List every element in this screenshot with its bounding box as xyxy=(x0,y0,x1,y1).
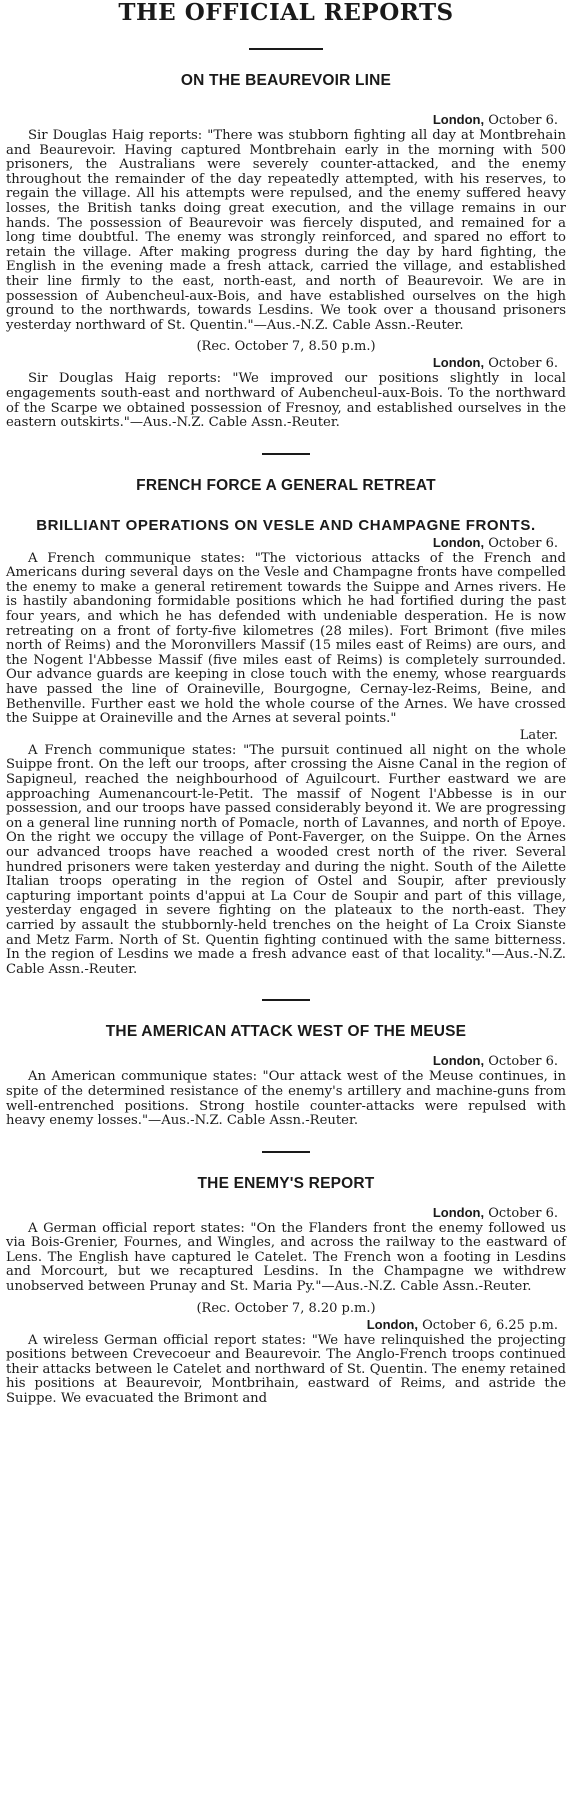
section-divider xyxy=(262,453,310,455)
section-heading: FRENCH FORCE A GENERAL RETREAT xyxy=(136,476,436,494)
report-paragraph: Sir Douglas Haig reports: "We improved our positions slightly in local engagements south-east and northward of Aubencheul-aux-Bois. To the northward of the Scarpe we obtained possession of Fresnoy, and established ourselves in the eastern outskirts."—Aus.-N.Z. Cable Assn.-Reuter. xyxy=(6,371,566,431)
section-subheading: BRILLIANT OPERATIONS ON VESLE AND CHAMPAGNE FRONTS. xyxy=(36,516,536,534)
dateline: London, October 6. xyxy=(432,1204,558,1221)
title-divider xyxy=(249,48,323,50)
section-heading: ON THE BEAUREVOIR LINE xyxy=(180,72,392,89)
section-french-retreat xyxy=(6,477,566,978)
section-divider xyxy=(262,999,310,1001)
section-beaurevoir-line xyxy=(6,72,566,431)
section-heading: THE AMERICAN ATTACK WEST OF THE MEUSE xyxy=(105,1023,467,1041)
received-note: (Rec. October 7, 8.50 p.m.) xyxy=(196,339,376,355)
received-note: (Rec. October 7, 8.20 p.m.) xyxy=(196,1300,376,1316)
section-enemy-report xyxy=(6,1175,566,1407)
dateline: London, October 6. xyxy=(432,355,558,372)
report-paragraph: An American communique states: "Our attack west of the Meuse continues, in spite of the determined resistance of the enemy's artillery and machine-guns from well-entrenched positions. Strong hostile counter-attacks were repulsed with heavy enemy losses."—Aus.-N.Z. Cable Assn.-Reuter. xyxy=(6,1069,566,1129)
report-paragraph: A German official report states: "On the Flanders front the enemy followed us via Bois-Grenier, Fournes, and Wingles, and across the railway to the eastward of Lens. The English have captured le Catelet. The French won a footing in Lesdins and Morcourt, but we recaptured Lesdins. In the Champagne we withdrew unobserved between Prunay and St. Maria Py."—Aus.-N.Z. Cable Assn.-Reuter. xyxy=(6,1220,566,1295)
dateline: London, October 6. xyxy=(432,534,558,551)
dateline: London, October 6. xyxy=(432,1053,558,1070)
dateline: London, October 6, 6.25 p.m. xyxy=(366,1316,558,1333)
dateline: Later. xyxy=(519,727,558,743)
report-paragraph: A French communique states: "The victorious attacks of the French and Americans during several days on the Vesle and Champagne fronts have compelled the enemy to make a general retirement towards the Suippe and Arnes rivers. He is hastily abandoning formidable positions which he had fortified during the past four years, and which he has defended with undeniable desperation. He is now retreating on a front of forty-five kilometres (28 miles). Fort Brimont (five miles north of Reims) and the Moronvillers Massif (15 miles east of Reims) are ours, and the Nogent l'Abbesse Massif (five miles east of Reims) is completely surrounded. Our advance guards are keeping in close touch with the enemy, whose rearguards have passed the line of Oraineville, Bourgogne, Cernay-lez-Reims, Beine, and Bethenville. Further east we hold the whole course of the Arnes. We have crossed the Suippe at Oraineville and the Arnes at several points." xyxy=(6,550,566,727)
report-paragraph: A French communique states: "The pursuit continued all night on the whole Suippe front. On the left our troops, after crossing the Aisne Canal in the region of Sapigneul, reached the neighbourhood of Aguilcourt. Further eastward we are approaching Aumenancourt-le-Petit. The massif of Nogent l'Abbesse is in our possession, and our troops have passed considerably beyond it. We are progressing on a general line running north of Pomacle, north of Lavannes, and north of Epoye. On the right we occupy the village of Pont-Faverger, on the Suippe. On the Arnes our advanced troops have reached a wooded crest north of the river. Several hundred prisoners were taken yesterday and during the night. South of the Ailette Italian troops operating in the region of Ostel and Soupir, after previously capturing important points d'appui at La Cour de Soupir and part of this village, yesterday engaged in severe fighting on the plateaux to the north-east. They carried by assault the stubbornly-held trenches on the height of La Croix Sianste and Metz Farm. North of St. Quentin fighting continued with the same bitterness. In the region of Lesdins we made a fresh advance east of that locality."—Aus.-N.Z. Cable Assn.-Reuter. xyxy=(6,742,566,977)
dateline: London, October 6. xyxy=(432,112,558,128)
report-paragraph: Sir Douglas Haig reports: "There was stubborn fighting all day at Montbrehain and Beaurevoir. Having captured Montbrehain early in the morning with 500 prisoners, the Australians were severely counter-attacked, and the enemy throughout the remainder of the day repeatedly attempted, with his reserves, to regain the village. All his attempts were repulsed, and the enemy suffered heavy losses, the British tanks doing great execution, and the village remains in our hands. The possession of Beaurevoir was fiercely disputed, and remained for a long time doubtful. The enemy was strongly reinforced, and spared no effort to retain the village. After making progress during the day by hard fighting, the English in the evening made a fresh attack, carried the village, and established their line firmly to the east, north-east, and north of Beaurevoir. We are in possession of Aubencheul-aux-Bois, and have established ourselves on the high ground to the northwards, towards Lesdins. We took over a thousand prisoners yesterday northward of St. Quentin."—Aus.-N.Z. Cable Assn.-Reuter. xyxy=(6,128,566,333)
page-title: THE OFFICIAL REPORTS xyxy=(118,0,454,26)
section-american-attack xyxy=(6,1023,566,1128)
section-divider xyxy=(262,1151,310,1153)
report-paragraph: A wireless German official report states: "We have relinquished the projecting positions between Crevecoeur and Beaurevoir. The Anglo-French troops continued their attacks between le Catelet and northward of St. Quentin. The enemy retained his positions at Beaurevoir, Montbrihain, eastward of Reims, and astride the Suippe. We evacuated the Brimont and xyxy=(6,1332,566,1407)
section-heading: THE ENEMY'S REPORT xyxy=(197,1174,375,1192)
